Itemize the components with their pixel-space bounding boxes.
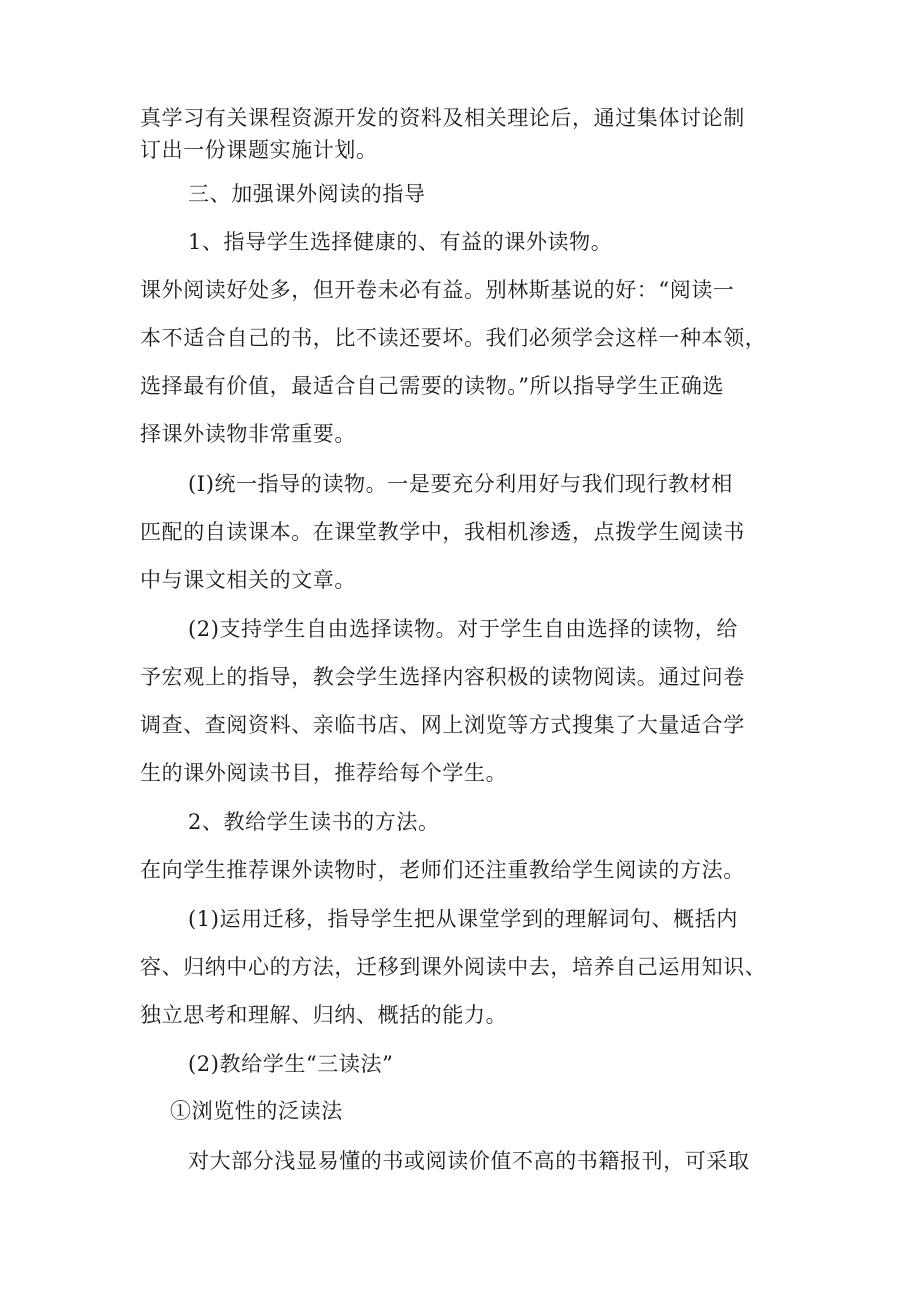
paragraph-line: 生的课外阅读书目，推荐给每个学生。 xyxy=(140,761,508,785)
paragraph-line: 匹配的自读课本。在课堂教学中，我相机渗透，点拨学生阅读书 xyxy=(140,520,745,544)
paragraph-line: 选择最有价值，最适合自己需要的读物。”所以指导学生正确选 xyxy=(140,374,725,398)
paragraph-line: 独立思考和理解、归纳、概括的能力。 xyxy=(140,1003,508,1027)
section-heading: 三、加强课外阅读的指导 xyxy=(188,182,426,206)
paragraph-line: 课外阅读好处多，但开卷未必有益。别林斯基说的好：“阅读一 xyxy=(140,278,735,302)
paragraph-line: 对大部分浅显易懂的书或阅读价值不高的书籍报刊，可采取 xyxy=(188,1149,750,1173)
paragraph-line: 调查、查阅资料、亲临书店、网上浏览等方式搜集了大量适合学 xyxy=(140,713,745,737)
paragraph-line: (1)运用迁移，指导学生把从课堂学到的理解词句、概括内 xyxy=(188,907,738,931)
paragraph-line: 予宏观上的指导，教会学生选择内容积极的读物阅读。通过问卷 xyxy=(140,665,745,689)
paragraph-line: (2)支持学生自由选择读物。对于学生自由选择的读物，给 xyxy=(188,617,738,641)
subsection-heading: 1、指导学生选择健康的、有益的课外读物。 xyxy=(188,230,613,254)
paragraph-line: 在向学生推荐课外读物时，老师们还注重教给学生阅读的方法。 xyxy=(140,858,745,882)
paragraph-line: 择课外读物非常重要。 xyxy=(140,422,356,446)
paragraph-line: 真学习有关课程资源开发的资料及相关理论后，通过集体讨论制 xyxy=(140,106,745,130)
paragraph-line: 中与课文相关的文章。 xyxy=(140,568,356,592)
paragraph-line: 容、归纳中心的方法，迁移到课外阅读中去，培养自己运用知识、 xyxy=(140,955,767,979)
paragraph-line: 订出一份课题实施计划。 xyxy=(140,138,378,162)
paragraph-line: ①浏览性的泛读法 xyxy=(170,1099,343,1123)
paragraph-line: (I)统一指导的读物。一是要充分利用好与我们现行教材相 xyxy=(188,472,733,496)
subsection-heading: 2、教给学生读书的方法。 xyxy=(188,810,440,834)
paragraph-line: (2)教给学生“三读法” xyxy=(188,1052,394,1076)
paragraph-line: 本不适合自己的书，比不读还要坏。我们必须学会这样一种本领， xyxy=(140,326,767,350)
